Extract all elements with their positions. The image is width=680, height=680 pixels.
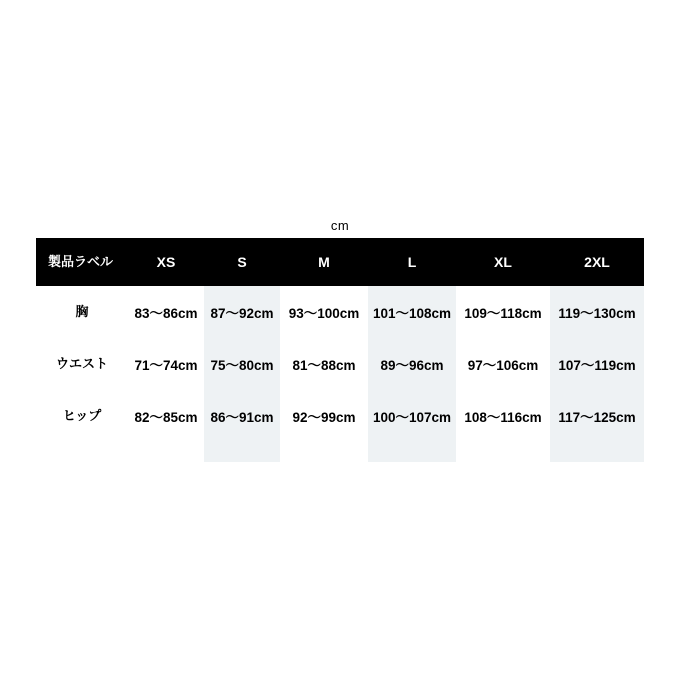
- cell-chest-xl: 109〜118cm: [464, 306, 542, 321]
- cell-hip-2xl: 117〜125cm: [550, 390, 644, 442]
- cell-hip-m: 92〜99cm: [292, 410, 356, 425]
- size-table: [36, 238, 644, 462]
- cell-hip-xl: 108〜116cm: [464, 410, 542, 425]
- cell-chest-s: 87〜92cm: [204, 286, 280, 338]
- cell-waist-s: 75〜80cm: [204, 338, 280, 390]
- cell-waist-l: 89〜96cm: [368, 338, 456, 390]
- spacer-cell: [36, 442, 128, 462]
- table-row: [36, 286, 644, 338]
- spacer-cell: [368, 442, 456, 462]
- cell-chest-m: 93〜100cm: [288, 306, 360, 321]
- table-row: [36, 338, 644, 390]
- table-bottom-spacer: [36, 442, 644, 462]
- table-row: [36, 390, 644, 442]
- spacer-cell: [204, 442, 280, 462]
- size-table-container: [36, 238, 644, 462]
- column-header-l: L: [407, 253, 417, 270]
- column-header-2xl: 2XL: [584, 253, 610, 270]
- column-header-xs: XS: [156, 253, 176, 270]
- column-header-m: M: [318, 253, 330, 270]
- cell-chest-xs: 83〜86cm: [134, 306, 198, 321]
- spacer-cell: [456, 442, 550, 462]
- row-label-chest: 胸: [75, 303, 89, 319]
- cell-waist-2xl: 107〜119cm: [550, 338, 644, 390]
- cell-hip-l: 100〜107cm: [368, 390, 456, 442]
- row-label-waist: ウエスト: [55, 355, 108, 371]
- cell-chest-2xl: 119〜130cm: [550, 286, 644, 338]
- cell-chest-l: 101〜108cm: [368, 286, 456, 338]
- spacer-cell: [550, 442, 644, 462]
- cell-hip-xs: 82〜85cm: [134, 410, 198, 425]
- spacer-cell: [280, 442, 368, 462]
- column-header-product-label: 製品ラベル: [48, 253, 114, 269]
- spacer-cell: [128, 442, 204, 462]
- column-header-s: S: [237, 253, 247, 270]
- unit-label: cm: [330, 218, 350, 233]
- table-header-row: [36, 238, 644, 286]
- cell-waist-m: 81〜88cm: [292, 358, 356, 373]
- column-header-xl: XL: [494, 253, 512, 270]
- cell-waist-xs: 71〜74cm: [134, 358, 198, 373]
- row-label-hip: ヒップ: [62, 407, 102, 423]
- cell-waist-xl: 97〜106cm: [467, 358, 539, 373]
- cell-hip-s: 86〜91cm: [204, 390, 280, 442]
